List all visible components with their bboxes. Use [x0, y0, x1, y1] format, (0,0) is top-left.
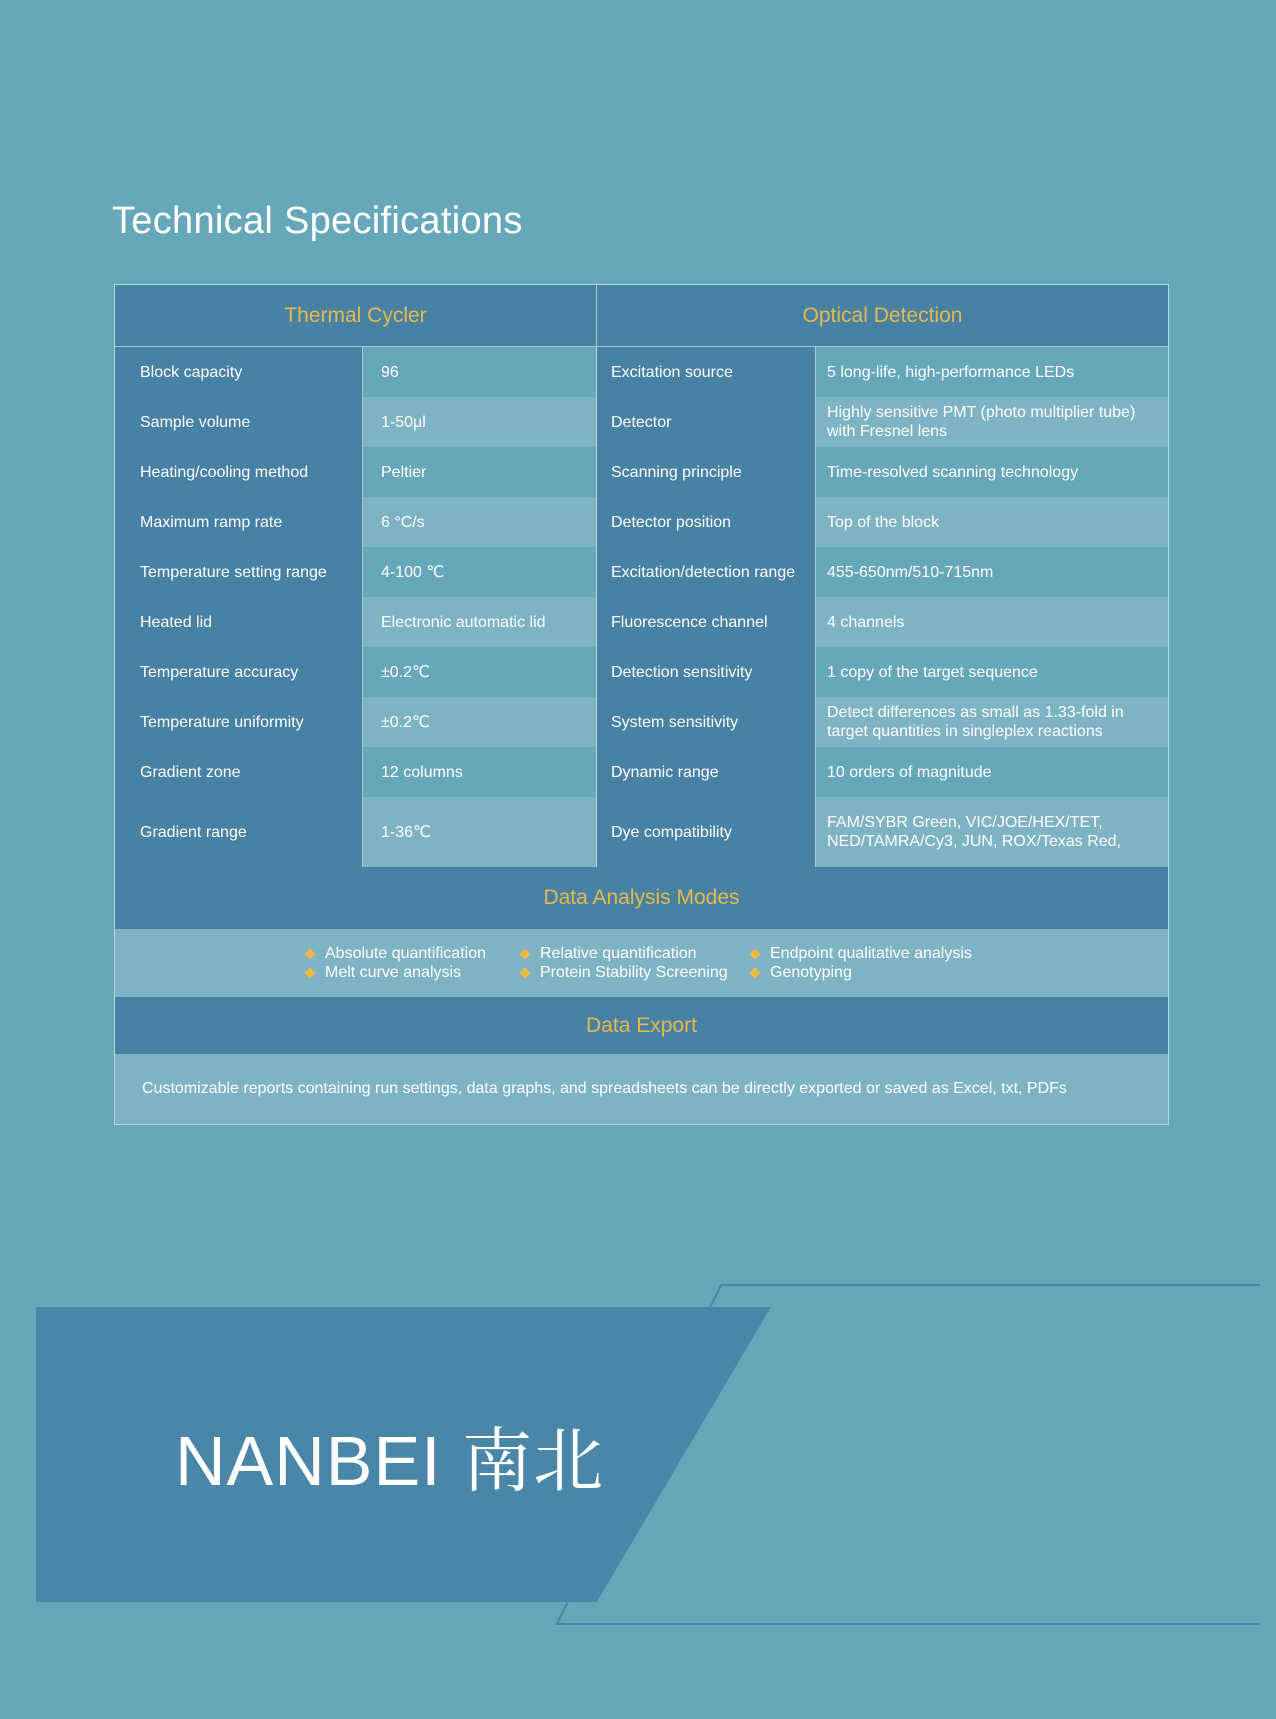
- thermal-value: 1-36℃: [363, 797, 596, 867]
- thermal-label: Temperature setting range: [140, 563, 327, 581]
- optical-value: 455-650nm/510-715nm: [816, 547, 1168, 597]
- thermal-value: Peltier: [363, 447, 596, 497]
- brand-logo: NANBEI 南北: [175, 1422, 605, 1500]
- list-item: Genotyping: [749, 963, 979, 982]
- thermal-label: Temperature uniformity: [140, 713, 304, 731]
- optical-value: Top of the block: [816, 497, 1168, 547]
- optical-value: 4 channels: [816, 597, 1168, 647]
- thermal-value: Electronic automatic lid: [363, 597, 596, 647]
- optical-label: Excitation source: [611, 363, 733, 381]
- optical-value: 10 orders of magnitude: [816, 747, 1168, 797]
- data-export-text: Customizable reports containing run settings, data graphs, and spreadsheets can be directly exported or saved as Excel, txt, PDFs: [115, 1054, 1168, 1124]
- optical-value: Time-resolved scanning technology: [816, 447, 1168, 497]
- thermal-value: ±0.2℃: [363, 697, 596, 747]
- thermal-label: Sample volume: [140, 413, 251, 431]
- optical-label: Detection sensitivity: [611, 663, 753, 681]
- optical-value: Detect differences as small as 1.33-fold in target quantities in singleplex reactions: [816, 697, 1168, 747]
- thermal-value: 1-50μl: [363, 397, 596, 447]
- list-item: Melt curve analysis: [304, 963, 519, 982]
- thermal-label: Heating/cooling method: [140, 463, 309, 481]
- optical-label: Detector: [611, 413, 672, 431]
- thermal-label: Block capacity: [140, 363, 243, 381]
- thermal-label: Gradient range: [140, 823, 247, 841]
- optical-detection-heading: Optical Detection: [802, 303, 963, 327]
- list-item: Absolute quantification: [304, 944, 519, 963]
- list-item: Protein Stability Screening: [519, 963, 749, 982]
- optical-label: Detector position: [611, 513, 732, 531]
- list-item: Relative quantification: [519, 944, 749, 963]
- optical-value: 1 copy of the target sequence: [816, 647, 1168, 697]
- list-item: Endpoint qualitative analysis: [749, 944, 979, 963]
- page-title: Technical Specifications: [112, 200, 523, 242]
- thermal-label: Gradient zone: [140, 763, 241, 781]
- optical-value: FAM/SYBR Green, VIC/JOE/HEX/TET, NED/TAMRA/Cy3, JUN, ROX/Texas Red,: [816, 797, 1168, 867]
- optical-label: Dye compatibility: [611, 823, 732, 841]
- thermal-value: 12 columns: [363, 747, 596, 797]
- optical-label: System sensitivity: [611, 713, 739, 731]
- optical-label: Dynamic range: [611, 763, 719, 781]
- optical-label: Excitation/detection range: [611, 563, 796, 581]
- thermal-value: 96: [363, 347, 596, 397]
- thermal-label: Heated lid: [140, 613, 213, 631]
- thermal-value: 6 °C/s: [363, 497, 596, 547]
- data-export-heading: Data Export: [115, 997, 1168, 1054]
- optical-label: Fluorescence channel: [611, 613, 768, 631]
- thermal-label: Maximum ramp rate: [140, 513, 283, 531]
- thermal-value: ±0.2℃: [363, 647, 596, 697]
- optical-label: Scanning principle: [611, 463, 742, 481]
- data-analysis-heading: Data Analysis Modes: [115, 867, 1168, 929]
- thermal-cycler-heading: Thermal Cycler: [115, 285, 597, 346]
- optical-value: 5 long-life, high-performance LEDs: [816, 347, 1168, 397]
- thermal-value: 4-100 ℃: [363, 547, 596, 597]
- thermal-label: Temperature accuracy: [140, 663, 299, 681]
- optical-value: Highly sensitive PMT (photo multiplier tube) with Fresnel lens: [816, 397, 1168, 447]
